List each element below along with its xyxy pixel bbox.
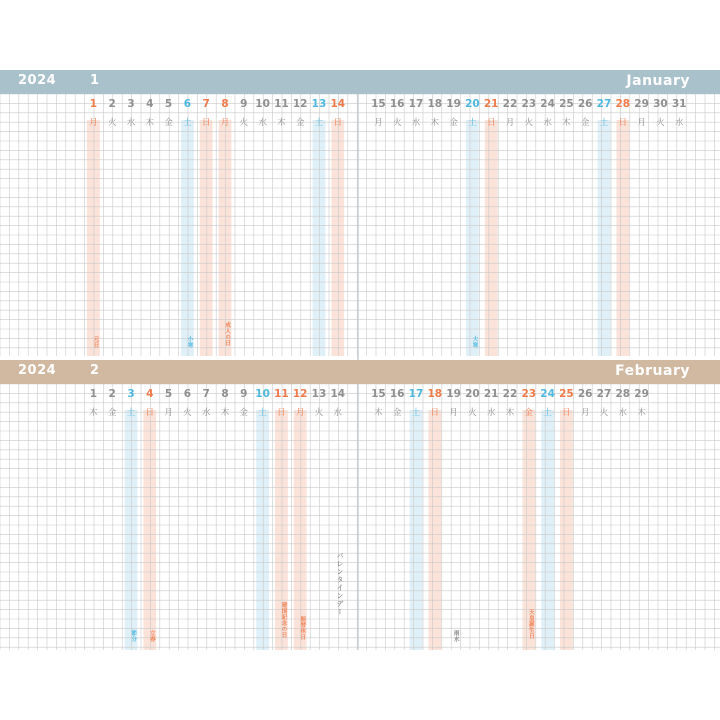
day-number: 6 [183,98,192,110]
holiday-stripe [200,120,213,356]
day-number: 23 [521,98,537,110]
weekday-label: 木 [374,408,383,418]
weekday-label: 木 [145,118,155,128]
weekday-label: 木 [637,408,646,418]
weekday-label: 木 [277,118,286,128]
february-header-band [0,360,720,384]
day-number: 14 [330,388,346,400]
day-number: 4 [146,98,154,110]
day-number: 26 [577,98,593,110]
weekday-label: 土 [543,408,552,418]
weekday-label: 日 [277,408,286,418]
year-label: 2024 [18,73,57,88]
holiday-note: 天皇誕生日 [527,609,534,639]
holiday-note: 小寒 [186,336,193,348]
day-number: 5 [164,98,173,110]
day-number: 14 [330,98,346,110]
weekday-label: 土 [258,408,267,418]
day-number: 8 [221,98,229,110]
weekday-label: 日 [618,118,628,128]
day-number: 4 [146,388,154,400]
day-number: 21 [483,388,499,400]
weekday-label: 水 [258,118,267,128]
weekday-label: 水 [333,408,343,418]
weekday-label: 水 [618,408,628,418]
day-number: 9 [240,98,248,110]
day-number: 12 [292,98,308,110]
grid-lines [0,360,720,650]
day-number: 13 [311,98,327,110]
weekday-label: 火 [468,408,477,418]
day-number: 19 [446,98,461,110]
weekday-label: 日 [201,118,211,128]
weekday-label: 木 [220,408,230,418]
weekday-label: 日 [333,118,343,128]
day-number: 1 [89,98,98,110]
weekday-label: 木 [89,408,98,418]
holiday-stripe [616,120,629,356]
day-number: 27 [596,388,612,400]
day-number: 21 [483,98,499,110]
day-number: 13 [311,388,327,400]
saturday-stripe [541,410,554,650]
weekday-label: 月 [637,118,646,128]
holiday-note: 元日 [92,336,99,348]
holiday-stripe [294,410,307,650]
day-number: 11 [274,98,289,110]
day-number: 29 [634,98,649,110]
holiday-note: 雨水 [452,630,459,642]
weekday-label: 金 [580,118,590,128]
saturday-stripe [598,120,611,356]
weekday-label: 火 [239,118,249,128]
day-number: 7 [202,98,210,110]
day-number: 29 [634,388,649,400]
weekday-label: 火 [314,408,324,418]
weekday-label: 月 [220,118,230,128]
day-number: 15 [371,98,386,110]
holiday-note: 振替休日 [299,616,306,640]
weekday-label: 水 [201,408,211,418]
day-number: 6 [183,388,192,400]
day-number: 3 [127,98,135,110]
january-grid [0,70,720,356]
day-number: 18 [427,388,443,400]
weekday-label: 月 [89,118,98,128]
holiday-stripe [428,410,441,650]
weekday-label: 月 [580,408,590,418]
day-number: 10 [255,388,270,400]
weekday-label: 金 [449,118,458,128]
weekday-label: 日 [430,408,440,418]
weekday-label: 月 [505,118,515,128]
weekday-label: 金 [239,408,249,418]
holiday-note: 建国記念の日 [280,602,287,638]
weekday-label: 火 [183,408,192,418]
day-number: 7 [202,388,210,400]
weekday-label: 土 [411,408,421,418]
weekday-label: 月 [295,408,305,418]
day-number: 17 [408,98,424,110]
weekday-label: 木 [430,118,440,128]
weekday-label: 日 [145,408,155,418]
month-name: February [615,363,690,379]
day-number: 10 [255,98,270,110]
saturday-stripe [125,410,138,650]
february-grid [0,360,720,650]
day-number: 16 [389,98,405,110]
holiday-note: 大寒 [471,336,478,348]
weekday-label: 土 [126,408,136,418]
weekday-label: 火 [524,118,534,128]
weekday-label: 月 [449,408,458,418]
day-number: 11 [274,388,289,400]
weekday-label: 木 [505,408,515,418]
day-number: 24 [540,388,555,400]
weekday-label: 火 [656,118,665,128]
day-number: 17 [408,388,424,400]
day-number: 5 [164,388,173,400]
weekday-label: 土 [468,118,477,128]
day-number: 23 [521,388,537,400]
holiday-stripe [143,410,156,650]
weekday-label: 土 [599,118,609,128]
day-number: 20 [465,98,480,110]
day-number: 26 [577,388,593,400]
weekday-label: 金 [295,118,305,128]
day-number: 2 [108,98,116,110]
day-number: 9 [240,388,248,400]
day-number: 12 [292,388,308,400]
day-number: 28 [615,98,631,110]
day-number: 3 [127,388,135,400]
weekday-label: 水 [486,408,496,418]
weekday-label: 火 [599,408,609,418]
holiday-stripe [331,120,344,356]
holiday-note: 成人の日 [224,322,231,346]
month-number: 2 [90,363,100,378]
holiday-note: 節分 [130,630,137,642]
year-label: 2024 [18,363,57,378]
weekday-label: 金 [392,408,402,418]
month-number: 1 [90,73,100,88]
day-number: 25 [559,388,574,400]
weekday-label: 月 [374,118,383,128]
day-number: 25 [559,98,574,110]
day-number: 8 [221,388,229,400]
january-header-band [0,70,720,94]
grid-lines [0,70,720,356]
day-number: 22 [502,98,518,110]
weekday-label: 火 [107,118,117,128]
weekday-label: 水 [126,118,136,128]
day-number: 22 [502,388,518,400]
day-number: 2 [108,388,116,400]
day-number: 20 [465,388,480,400]
weekday-label: 金 [107,408,117,418]
holiday-note: 立春 [148,630,155,642]
weekday-label: 水 [411,118,421,128]
saturday-stripe [181,120,194,356]
day-number: 28 [615,388,631,400]
day-number: 24 [540,98,555,110]
valentine-note: バレンタインデー [336,552,344,616]
day-number: 30 [653,98,668,110]
day-number: 27 [596,98,612,110]
month-name: January [626,73,690,89]
weekday-label: 水 [674,118,684,128]
day-number: 19 [446,388,461,400]
weekday-label: 水 [543,118,552,128]
holiday-stripe [560,410,573,650]
weekday-label: 木 [562,118,571,128]
day-number: 16 [389,388,405,400]
day-number: 18 [427,98,443,110]
weekday-label: 土 [314,118,324,128]
holiday-stripe [485,120,498,356]
weekday-label: 土 [183,118,192,128]
saturday-stripe [313,120,326,356]
weekday-label: 火 [392,118,402,128]
saturday-stripe [410,410,423,650]
holiday-stripe [219,120,232,356]
weekday-label: 金 [164,118,173,128]
day-number: 15 [371,388,386,400]
weekday-label: 月 [164,408,173,418]
day-number: 31 [671,98,687,110]
saturday-stripe [256,410,269,650]
holiday-stripe [87,120,100,356]
day-number: 1 [89,388,98,400]
weekday-label: 日 [562,408,571,418]
weekday-label: 日 [486,118,496,128]
saturday-stripe [466,120,479,356]
weekday-label: 金 [524,408,534,418]
